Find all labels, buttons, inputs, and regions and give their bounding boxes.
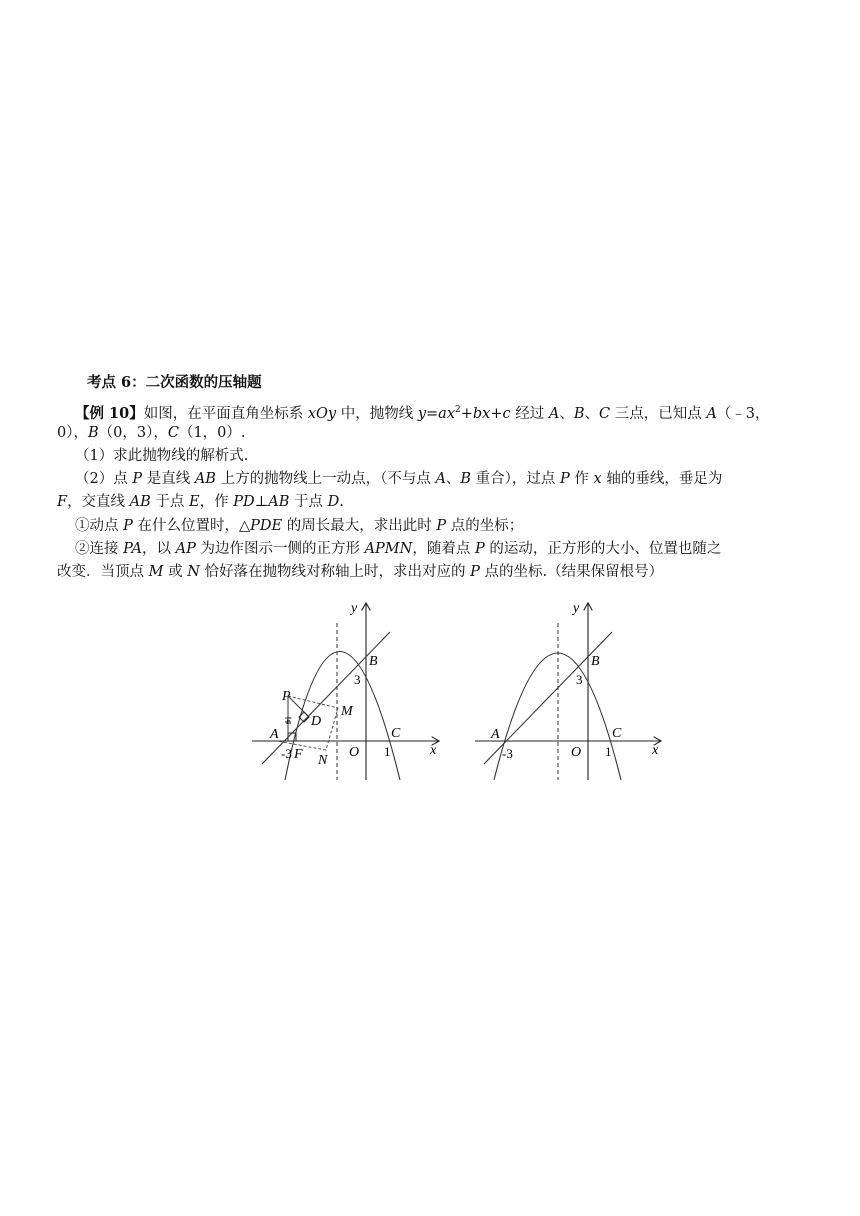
text-run: .: [339, 494, 344, 510]
math-run: y=ax: [417, 406, 455, 422]
example-tag: 【例 10】: [75, 405, 144, 422]
text-run: （2）点: [75, 471, 133, 487]
text-run: （﹣3，: [716, 406, 770, 422]
math-run: PD: [233, 494, 255, 510]
text-run: 上方的抛物线上一动点，（不与点: [215, 471, 436, 487]
label-minus3: -3: [502, 746, 513, 761]
label-x: x: [430, 743, 437, 758]
label-b: B: [369, 654, 378, 669]
text-run: 中，抛物线: [336, 406, 418, 422]
example-line-2: [57, 423, 246, 443]
line-ab: [484, 632, 612, 764]
math-run: A: [435, 471, 446, 487]
text-run: 点的坐标.（结果保留根号）: [479, 564, 664, 580]
math-run: AB: [268, 494, 290, 510]
text-run: 轴的垂线，垂足为: [601, 471, 723, 487]
question-2-line-2: [57, 492, 344, 512]
text-run: 作: [569, 471, 594, 487]
figure-right: [472, 598, 672, 788]
text-run: ⊥: [254, 494, 269, 510]
label-x: x: [652, 743, 659, 758]
math-run: F: [57, 494, 68, 510]
math-run: M: [148, 564, 164, 580]
math-run: P: [560, 471, 570, 487]
text-run: 的运动，正方形的大小、位置也随之: [484, 541, 722, 557]
math-run: N: [187, 564, 200, 580]
text-run: 于点: [150, 494, 190, 510]
superscript: 2: [455, 405, 461, 415]
question-2-part-2-line-1: [75, 539, 721, 559]
text-run: 、: [584, 406, 599, 422]
math-run: APMN: [364, 541, 413, 557]
text-run: 点的坐标；: [446, 518, 524, 534]
question-1: （1）求此抛物线的解析式.: [75, 448, 249, 464]
label-3: 3: [576, 672, 583, 687]
text-run: 三点，已知点: [610, 406, 707, 422]
text-run: ②连接: [75, 541, 124, 557]
math-run: B: [87, 425, 99, 441]
text-run: ，以: [142, 541, 176, 557]
math-run: P: [436, 518, 447, 534]
text-run: （0，3），: [98, 425, 168, 441]
text-run: 、: [559, 406, 574, 422]
label-e: E: [286, 716, 292, 726]
math-run: B: [460, 471, 472, 487]
label-o: O: [349, 745, 360, 760]
question-2-part-2-line-2: [57, 562, 663, 582]
math-run: D: [327, 494, 340, 510]
math-run: A: [548, 406, 560, 422]
text-run: 或: [163, 564, 188, 580]
label-p: P: [282, 689, 291, 704]
label-minus3: -3: [281, 746, 292, 761]
label-a: A: [270, 727, 279, 742]
label-c: C: [391, 726, 401, 741]
math-run: A: [706, 406, 717, 422]
math-run: E: [189, 494, 200, 510]
math-run: P: [123, 518, 133, 534]
text-run: 如图，在平面直角坐标系: [143, 406, 308, 422]
label-d: D: [311, 714, 322, 729]
text-run: （1，0）.: [178, 425, 246, 441]
label-y: y: [351, 601, 358, 616]
text-run: 在什么位置时，△: [132, 518, 251, 534]
label-1: 1: [384, 744, 391, 759]
text-run: ，交直线: [67, 494, 130, 510]
text-run: 是直线: [142, 471, 195, 487]
math-run: C: [598, 406, 611, 422]
text-run: ①动点: [75, 518, 124, 534]
math-run: AB: [194, 471, 216, 487]
label-a: A: [491, 727, 500, 742]
math-run: +bx+c: [460, 406, 511, 422]
label-c: C: [612, 726, 622, 741]
label-b: B: [591, 654, 600, 669]
label-o: O: [571, 745, 582, 760]
math-run: P: [132, 471, 143, 487]
label-m: M: [341, 704, 353, 719]
example-line-1: [75, 400, 770, 424]
text-run: 经过: [510, 406, 549, 422]
label-f: F: [294, 747, 303, 762]
figure-left: [250, 598, 450, 788]
label-3: 3: [354, 672, 361, 687]
text-run: 为边作图示一侧的正方形: [195, 541, 365, 557]
text-run: 恰好落在抛物线对称轴上时，求出对应的: [199, 564, 471, 580]
math-run: P: [474, 541, 485, 557]
section-heading: 考点 6：二次函数的压轴题: [87, 374, 262, 391]
text-run: 的周长最大，求出此时: [282, 518, 437, 534]
math-run: PA: [123, 541, 143, 557]
text-run: 0），: [57, 425, 88, 441]
math-run: C: [167, 425, 179, 441]
math-run: AP: [175, 541, 196, 557]
text-run: 改变．当顶点: [57, 564, 149, 580]
question-2-part-1: [75, 516, 523, 536]
math-run: P: [470, 564, 480, 580]
math-run: B: [573, 406, 585, 422]
text-run: 、: [445, 471, 461, 487]
math-run: xOy: [307, 406, 337, 422]
math-run: x: [593, 471, 602, 487]
text-run: 重合），过点: [471, 471, 561, 487]
question-2-line-1: [75, 469, 722, 489]
text-run: 于点: [289, 494, 328, 510]
label-n: N: [318, 753, 328, 768]
label-1: 1: [605, 744, 612, 759]
text-run: ，作: [199, 494, 234, 510]
math-run: PDE: [250, 518, 283, 534]
math-run: AB: [129, 494, 151, 510]
label-y: y: [573, 601, 580, 616]
text-run: ，随着点: [412, 541, 475, 557]
